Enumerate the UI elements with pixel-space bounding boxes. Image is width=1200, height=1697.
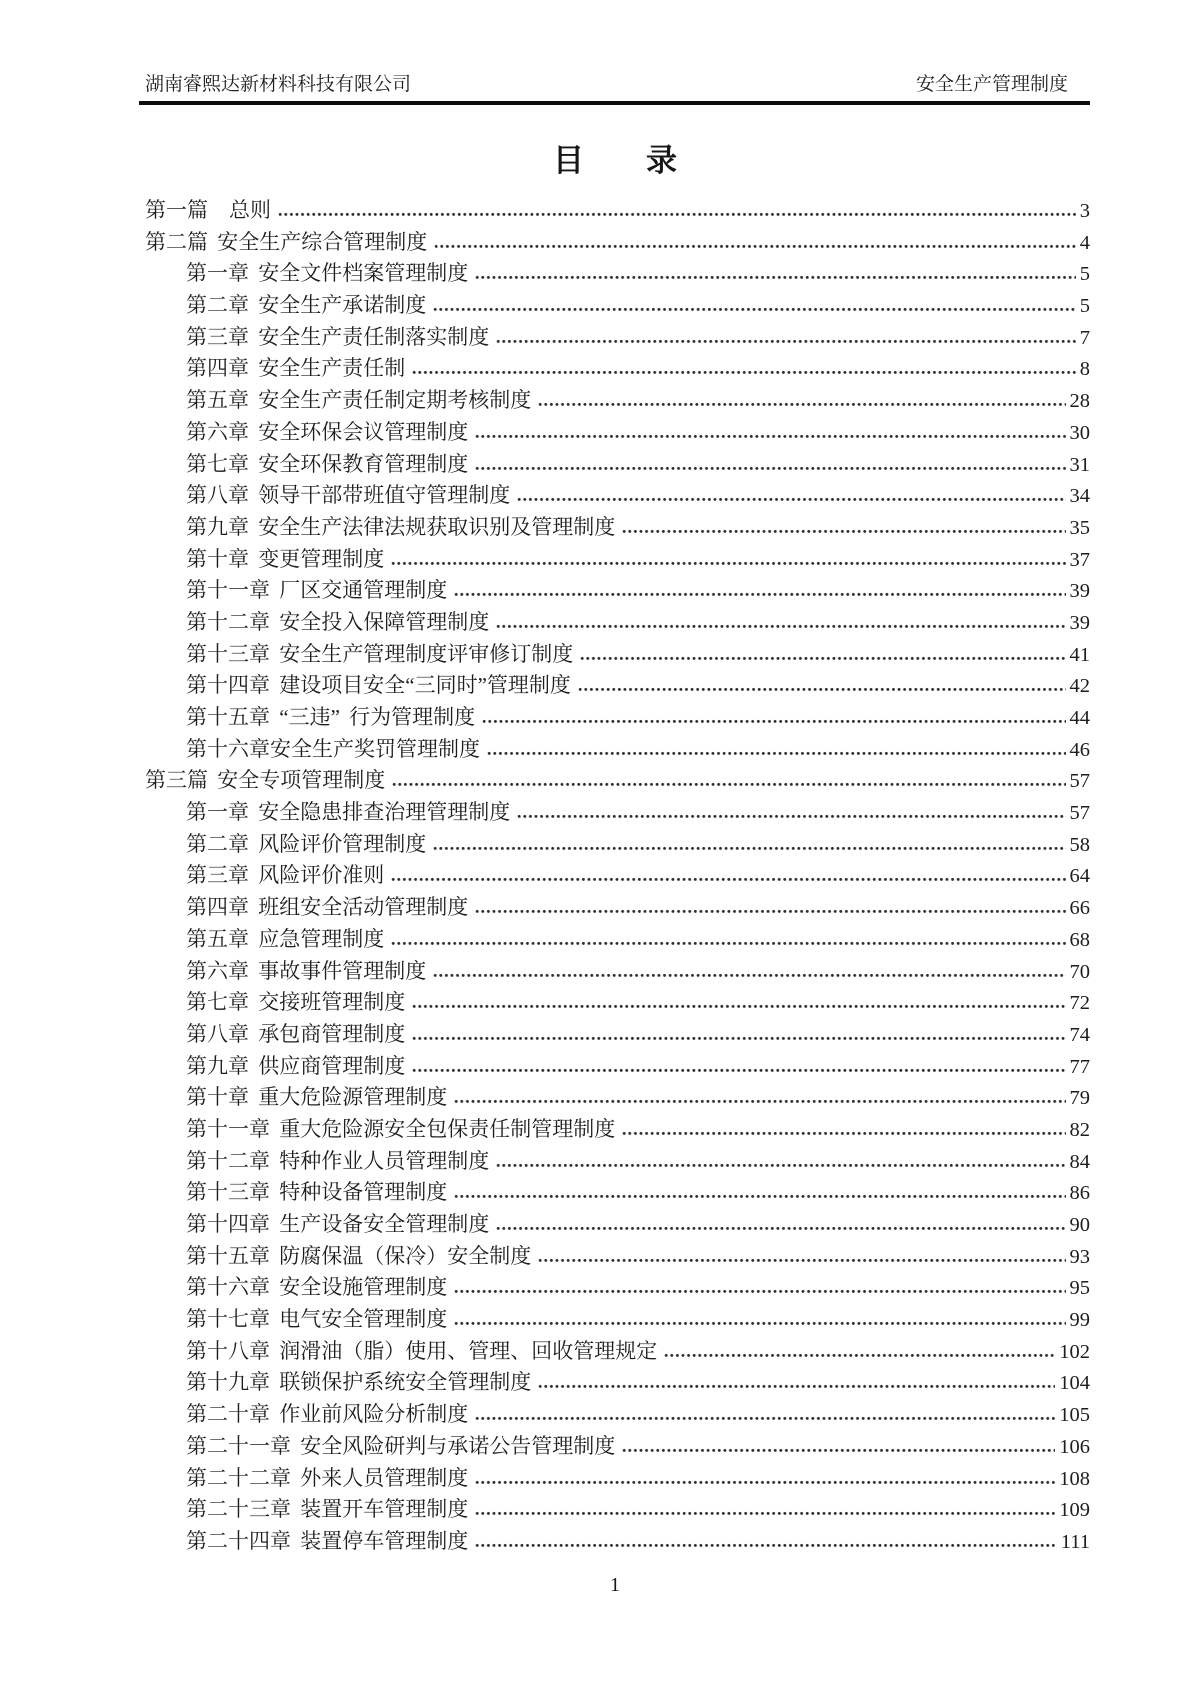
toc-entry-label: 第一章 安全文件档案管理制度 — [186, 261, 469, 286]
dot-leader — [433, 846, 1065, 851]
toc-entry[interactable] — [140, 227, 1090, 259]
toc-list — [140, 195, 1090, 1558]
toc-entry-label: 第二十一章 安全风险研判与承诺公告管理制度 — [186, 1433, 616, 1458]
toc-entry[interactable] — [140, 1019, 1090, 1051]
dot-leader — [434, 244, 1076, 249]
dot-leader — [517, 497, 1065, 502]
toc-entry[interactable] — [140, 1209, 1090, 1241]
toc-entry-label: 第十四章 生产设备安全管理制度 — [186, 1212, 490, 1236]
toc-entry-page: 8 — [1079, 358, 1090, 381]
toc-entry-label: 第十九章 联锁保护系统安全管理制度 — [186, 1370, 532, 1395]
toc-entry-page: 42 — [1069, 675, 1090, 698]
toc-entry-label: 第四章 安全生产责任制 — [186, 356, 406, 381]
toc-entry-page: 57 — [1069, 802, 1090, 825]
toc-entry-label: 第十七章 电气安全管理制度 — [186, 1307, 448, 1332]
toc-entry-page: 66 — [1069, 897, 1090, 920]
toc-entry[interactable] — [140, 1241, 1090, 1273]
dot-leader — [580, 656, 1065, 661]
toc-entry-label: 第十六章安全生产奖罚管理制度 — [186, 736, 480, 761]
toc-entry[interactable] — [140, 1051, 1090, 1083]
dot-leader — [538, 1258, 1065, 1263]
toc-entry[interactable] — [140, 1336, 1090, 1368]
toc-entry-label: 第十章 变更管理制度 — [186, 546, 385, 571]
toc-entry-label: 第十三章 特种设备管理制度 — [186, 1180, 448, 1205]
toc-entry-label: 第二十二章 外来人员管理制度 — [186, 1465, 469, 1490]
toc-entry-page: 44 — [1069, 707, 1090, 729]
toc-entry-label: 第五章 应急管理制度 — [186, 926, 385, 951]
dot-leader — [278, 212, 1076, 217]
toc-entry-page: 64 — [1069, 865, 1090, 888]
toc-entry-label: 第十四章 建设项目安全“三同时”管理制度 — [186, 673, 571, 698]
toc-entry-label: 第二篇 安全生产综合管理制度 — [145, 229, 428, 254]
page-header — [140, 0, 1090, 96]
toc-entry[interactable] — [140, 258, 1090, 290]
dot-leader — [538, 402, 1065, 407]
dot-leader — [454, 1099, 1065, 1104]
dot-leader — [487, 751, 1066, 756]
toc-entry-page: 5 — [1079, 263, 1090, 286]
toc-entry[interactable] — [140, 1304, 1090, 1336]
toc-entry-page: 102 — [1059, 1340, 1090, 1363]
dot-leader — [475, 275, 1076, 280]
toc-entry-page: 4 — [1079, 231, 1090, 254]
toc-entry[interactable] — [140, 765, 1090, 797]
toc-entry-page: 39 — [1069, 580, 1090, 603]
toc-entry[interactable] — [140, 829, 1090, 861]
toc-entry[interactable] — [140, 544, 1090, 576]
toc-entry[interactable] — [140, 1272, 1090, 1304]
dot-leader — [475, 466, 1065, 471]
toc-title: 目 录 — [553, 143, 677, 178]
toc-entry[interactable] — [140, 1431, 1090, 1463]
toc-entry-label: 第十二章 特种作业人员管理制度 — [186, 1148, 490, 1173]
toc-entry[interactable] — [140, 512, 1090, 544]
toc-entry[interactable] — [140, 1146, 1090, 1178]
toc-entry[interactable] — [140, 1367, 1090, 1399]
toc-entry-label: 第三篇 安全专项管理制度 — [145, 768, 386, 793]
footer-page-number: 1 — [610, 1574, 620, 1596]
dot-leader — [454, 1289, 1065, 1294]
toc-entry[interactable] — [140, 385, 1090, 417]
toc-entry[interactable] — [140, 1463, 1090, 1495]
dot-leader — [412, 1036, 1065, 1041]
dot-leader — [475, 1480, 1055, 1485]
dot-leader — [496, 339, 1076, 344]
toc-entry[interactable] — [140, 860, 1090, 892]
dot-leader — [664, 1353, 1055, 1358]
toc-entry[interactable] — [140, 417, 1090, 449]
toc-entry-label: 第十一章 重大危险源安全包保责任制管理制度 — [186, 1116, 616, 1141]
toc-entry[interactable] — [140, 322, 1090, 354]
toc-entry-label: 第一章 安全隐患排查治理管理制度 — [186, 800, 511, 825]
dot-leader — [622, 529, 1065, 534]
toc-entry-label: 第七章 交接班管理制度 — [186, 990, 406, 1015]
toc-entry-page: 57 — [1069, 770, 1090, 793]
toc-entry-label: 第十八章 润滑油（脂）使用、管理、回收管理规定 — [186, 1338, 658, 1363]
toc-entry[interactable] — [140, 734, 1090, 766]
toc-entry-page: 106 — [1059, 1435, 1090, 1458]
toc-entry[interactable] — [140, 1526, 1090, 1558]
toc-entry[interactable] — [140, 892, 1090, 924]
toc-entry[interactable] — [140, 290, 1090, 322]
dot-leader — [391, 561, 1065, 566]
dot-leader — [433, 973, 1065, 978]
toc-entry-page: 108 — [1059, 1467, 1090, 1490]
toc-entry-page: 5 — [1079, 295, 1090, 318]
toc-entry-page: 68 — [1069, 928, 1090, 951]
toc-entry-label: 第五章 安全生产责任制定期考核制度 — [186, 388, 532, 413]
toc-entry-page: 86 — [1069, 1182, 1090, 1205]
toc-entry[interactable] — [140, 670, 1090, 702]
toc-entry-label: 第二十四章 装置停车管理制度 — [186, 1528, 469, 1553]
toc-entry-label: 第十章 重大危险源管理制度 — [186, 1085, 448, 1110]
toc-entry-label: 第六章 安全环保会议管理制度 — [186, 419, 469, 444]
dot-leader — [538, 1384, 1055, 1389]
toc-entry-page: 105 — [1059, 1404, 1090, 1427]
toc-entry[interactable] — [140, 353, 1090, 385]
header-rule — [139, 101, 1090, 105]
toc-entry-label: 第二章 安全生产承诺制度 — [186, 293, 427, 318]
toc-entry-page: 93 — [1069, 1245, 1090, 1268]
dot-leader — [482, 719, 1065, 724]
toc-entry[interactable] — [140, 1114, 1090, 1146]
toc-entry-page: 79 — [1069, 1087, 1090, 1110]
toc-entry-page: 46 — [1069, 738, 1090, 761]
toc-entry-label: 第八章 承包商管理制度 — [186, 1021, 406, 1046]
toc-entry[interactable] — [140, 797, 1090, 829]
toc-entry[interactable] — [140, 195, 1090, 227]
toc-entry-label: 第十三章 安全生产管理制度评审修订制度 — [186, 641, 574, 666]
toc-entry[interactable] — [140, 575, 1090, 607]
toc-entry[interactable] — [140, 956, 1090, 988]
toc-entry-page: 72 — [1069, 992, 1090, 1015]
dot-leader — [412, 1004, 1065, 1009]
toc-entry-page: 90 — [1069, 1214, 1090, 1236]
dot-leader — [392, 782, 1065, 787]
toc-entry-page: 58 — [1069, 833, 1090, 856]
toc-entry-label: 第九章 安全生产法律法规获取识别及管理制度 — [186, 514, 616, 539]
toc-entry[interactable] — [140, 449, 1090, 481]
toc-entry-label: 第四章 班组安全活动管理制度 — [186, 895, 469, 920]
toc-entry[interactable] — [140, 1399, 1090, 1431]
toc-entry-page: 41 — [1069, 643, 1090, 666]
toc-entry-page: 35 — [1069, 516, 1090, 539]
toc-entry[interactable] — [140, 1082, 1090, 1114]
toc-entry[interactable] — [140, 924, 1090, 956]
toc-entry-label: 第六章 事故事件管理制度 — [186, 958, 427, 983]
header-company-name: 湖南睿熙达新材料科技有限公司 — [145, 74, 412, 95]
toc-entry[interactable] — [140, 1177, 1090, 1209]
dot-leader — [454, 1321, 1065, 1326]
toc-entry-page: 77 — [1069, 1055, 1090, 1078]
toc-entry-page: 104 — [1059, 1372, 1090, 1395]
toc-entry-label: 第十一章 厂区交通管理制度 — [186, 578, 448, 603]
toc-entry[interactable] — [140, 987, 1090, 1019]
dot-leader — [475, 1511, 1055, 1516]
dot-leader — [454, 592, 1065, 597]
dot-leader — [391, 941, 1065, 946]
dot-leader — [412, 370, 1076, 375]
dot-leader — [433, 307, 1076, 312]
dot-leader — [475, 434, 1065, 439]
toc-entry-page: 84 — [1069, 1150, 1090, 1173]
toc-entry-label: 第一篇 总则 — [145, 198, 271, 222]
dot-leader — [475, 1543, 1057, 1548]
toc-entry-label: 第十六章 安全设施管理制度 — [186, 1275, 448, 1300]
toc-entry[interactable] — [140, 480, 1090, 512]
toc-entry-page: 111 — [1060, 1530, 1090, 1553]
toc-entry[interactable] — [140, 1494, 1090, 1526]
dot-leader — [578, 687, 1066, 692]
toc-entry[interactable] — [140, 639, 1090, 671]
dot-leader — [496, 1226, 1065, 1231]
dot-leader — [496, 624, 1065, 629]
toc-entry-page: 70 — [1069, 960, 1090, 983]
toc-entry-page: 109 — [1059, 1499, 1090, 1522]
toc-entry-page: 34 — [1069, 485, 1090, 508]
toc-entry-label: 第二十三章 装置开车管理制度 — [186, 1497, 469, 1522]
toc-entry[interactable] — [140, 702, 1090, 734]
toc-entry-label: 第三章 安全生产责任制落实制度 — [186, 324, 490, 349]
dot-leader — [475, 1416, 1055, 1421]
dot-leader — [475, 909, 1065, 914]
toc-entry[interactable] — [140, 607, 1090, 639]
toc-entry-label: 第七章 安全环保教育管理制度 — [186, 451, 469, 476]
dot-leader — [517, 814, 1065, 819]
toc-entry-label: 第二章 风险评价管理制度 — [186, 831, 427, 856]
toc-entry-page: 74 — [1069, 1023, 1090, 1046]
toc-entry-page: 95 — [1069, 1277, 1090, 1300]
toc-entry-label: 第十五章 防腐保温（保冷）安全制度 — [186, 1243, 532, 1268]
toc-entry-page: 99 — [1069, 1309, 1090, 1332]
toc-entry-page: 7 — [1079, 326, 1090, 349]
toc-entry-page: 82 — [1069, 1118, 1090, 1141]
toc-entry-page: 39 — [1069, 611, 1090, 634]
toc-entry-label: 第二十章 作业前风险分析制度 — [186, 1402, 469, 1427]
toc-entry-page: 28 — [1069, 390, 1090, 413]
dot-leader — [391, 877, 1065, 882]
header-document-title: 安全生产管理制度 — [915, 74, 1068, 95]
toc-entry-page: 37 — [1069, 548, 1090, 571]
toc-entry-label: 第十五章 “三违” 行为管理制度 — [186, 705, 476, 729]
dot-leader — [496, 1163, 1065, 1168]
toc-entry-label: 第八章 领导干部带班值守管理制度 — [186, 483, 511, 508]
dot-leader — [412, 1068, 1065, 1073]
toc-entry-page: 30 — [1069, 421, 1090, 444]
toc-entry-page: 31 — [1069, 453, 1090, 476]
dot-leader — [622, 1131, 1065, 1136]
toc-entry-label: 第九章 供应商管理制度 — [186, 1053, 406, 1078]
toc-entry-label: 第三章 风险评价准则 — [186, 863, 385, 888]
toc-entry-page: 3 — [1079, 200, 1090, 222]
dot-leader — [622, 1448, 1055, 1453]
dot-leader — [454, 1194, 1065, 1199]
toc-entry-label: 第十二章 安全投入保障管理制度 — [186, 609, 490, 634]
